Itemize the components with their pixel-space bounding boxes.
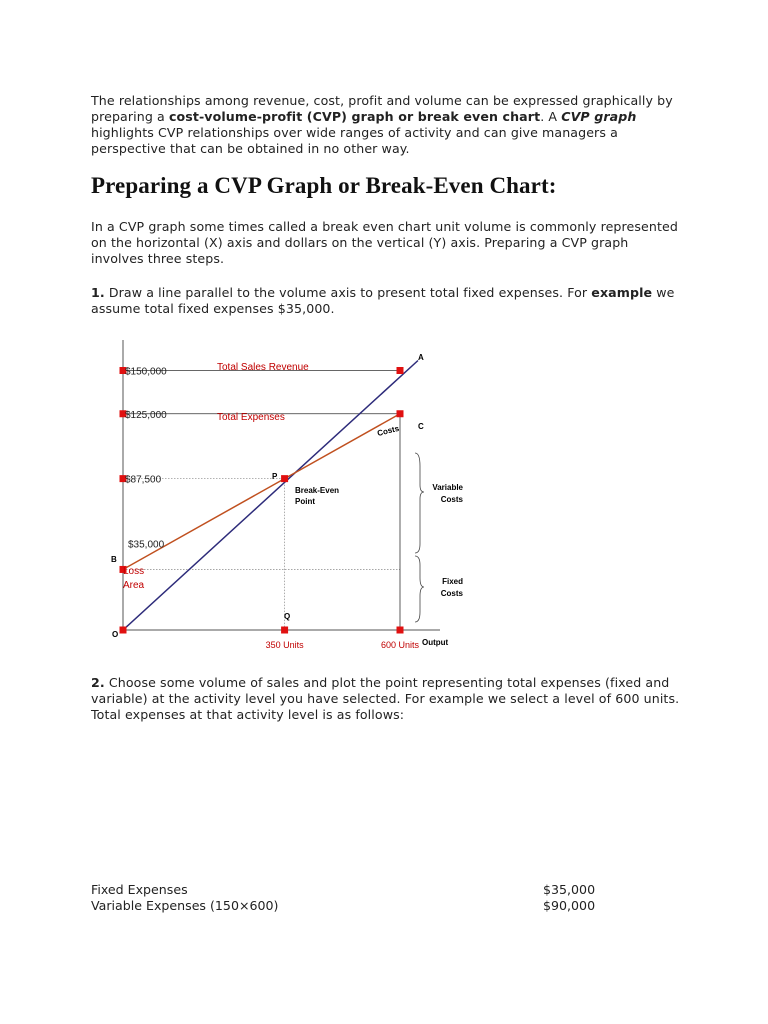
- intro-bold-cvp-graph: CVP graph: [561, 109, 637, 124]
- page-heading: Preparing a CVP Graph or Break-Even Chart:: [91, 173, 557, 198]
- point-c-label: C: [418, 422, 424, 431]
- step-2-paragraph: [91, 675, 681, 723]
- loss-area-label-2: Area: [123, 580, 145, 591]
- intro-text-2: . A: [540, 109, 562, 124]
- break-even-point-marker: [281, 475, 288, 482]
- point-a-marker: [397, 367, 404, 374]
- cvp-chart: [100, 340, 463, 660]
- loss-area-label-1: Loss: [123, 566, 145, 577]
- y-tick-label: $125,000: [125, 409, 167, 421]
- x-tick-600-marker: [397, 627, 404, 634]
- point-b-label: B: [111, 555, 117, 564]
- fixed-costs-brace: [415, 556, 424, 622]
- total-cost-line: [123, 414, 400, 570]
- variable-expenses-label: Variable Expenses (150×600): [91, 898, 279, 913]
- y-tick-label: $150,000: [125, 366, 167, 378]
- x-tick-label: 350 Units: [265, 640, 304, 650]
- x-axis-label: Output: [422, 638, 449, 647]
- x-tick-label: 600 Units: [380, 640, 420, 650]
- origin-marker: [120, 627, 127, 634]
- origin-o-label: O: [112, 630, 119, 639]
- intro-paragraph-2: In a CVP graph some times called a break even chart unit volume is commonly represented on the horizontal (X) axis and dollars on the vertical (Y) axis. Preparing a CVP graph involves three steps.: [91, 219, 678, 266]
- break-even-label-2: Point: [295, 497, 315, 506]
- break-even-label-1: Break-Even: [295, 486, 340, 495]
- total-expenses-label: Total Expenses: [217, 412, 285, 423]
- variable-costs-label-1: Variable: [432, 483, 463, 492]
- step-1-text-1: Draw a line parallel to the volume axis to present total fixed expenses. For: [104, 285, 592, 300]
- costs-line-label: Costs: [376, 423, 401, 438]
- step-2-text: Choose some volume of sales and plot the point representing total expenses (fixed and variable) at the activity level you have selected. For example we select a level of 600 units. Total expenses at that activity level is as follows:: [91, 675, 680, 722]
- point-c-marker: [397, 410, 404, 417]
- y-tick-label: $35,000: [128, 539, 165, 551]
- intro-text-3: highlights CVP relationships over wide ranges of activity and can give managers a perspective that can be obtained in no other way.: [91, 125, 618, 156]
- y-tick-label: $87,500: [125, 474, 162, 486]
- point-q-marker: [281, 627, 288, 634]
- point-q-label: Q: [284, 612, 291, 621]
- point-a-label: A: [418, 353, 424, 362]
- total-sales-revenue-label: Total Sales Revenue: [217, 362, 309, 373]
- variable-costs-label-2: Costs: [440, 495, 463, 504]
- step-2-number: 2.: [91, 675, 105, 690]
- step-1-number: 1.: [91, 285, 105, 300]
- step-1-paragraph: [91, 285, 681, 317]
- fixed-costs-label-1: Fixed: [442, 577, 463, 586]
- intro-bold-term: cost-volume-profit (CVP) graph or break even chart: [168, 109, 541, 124]
- intro-text-1: The relationships among revenue, cost, profit and volume can be expressed graphically by preparing a: [91, 93, 673, 124]
- intro-paragraph: [91, 93, 681, 157]
- fixed-costs-label-2: Costs: [440, 589, 463, 598]
- point-p-label: P: [272, 472, 278, 481]
- variable-costs-brace: [415, 453, 424, 553]
- fixed-expenses-amount: $35,000: [543, 882, 596, 897]
- fixed-expenses-label: Fixed Expenses: [91, 882, 188, 897]
- total-revenue-line: [123, 361, 418, 631]
- step-1-text-2: we assume total fixed expenses $35,000.: [91, 285, 675, 316]
- step-1-bold-example: example: [591, 285, 653, 300]
- variable-expenses-amount: $90,000: [543, 898, 596, 913]
